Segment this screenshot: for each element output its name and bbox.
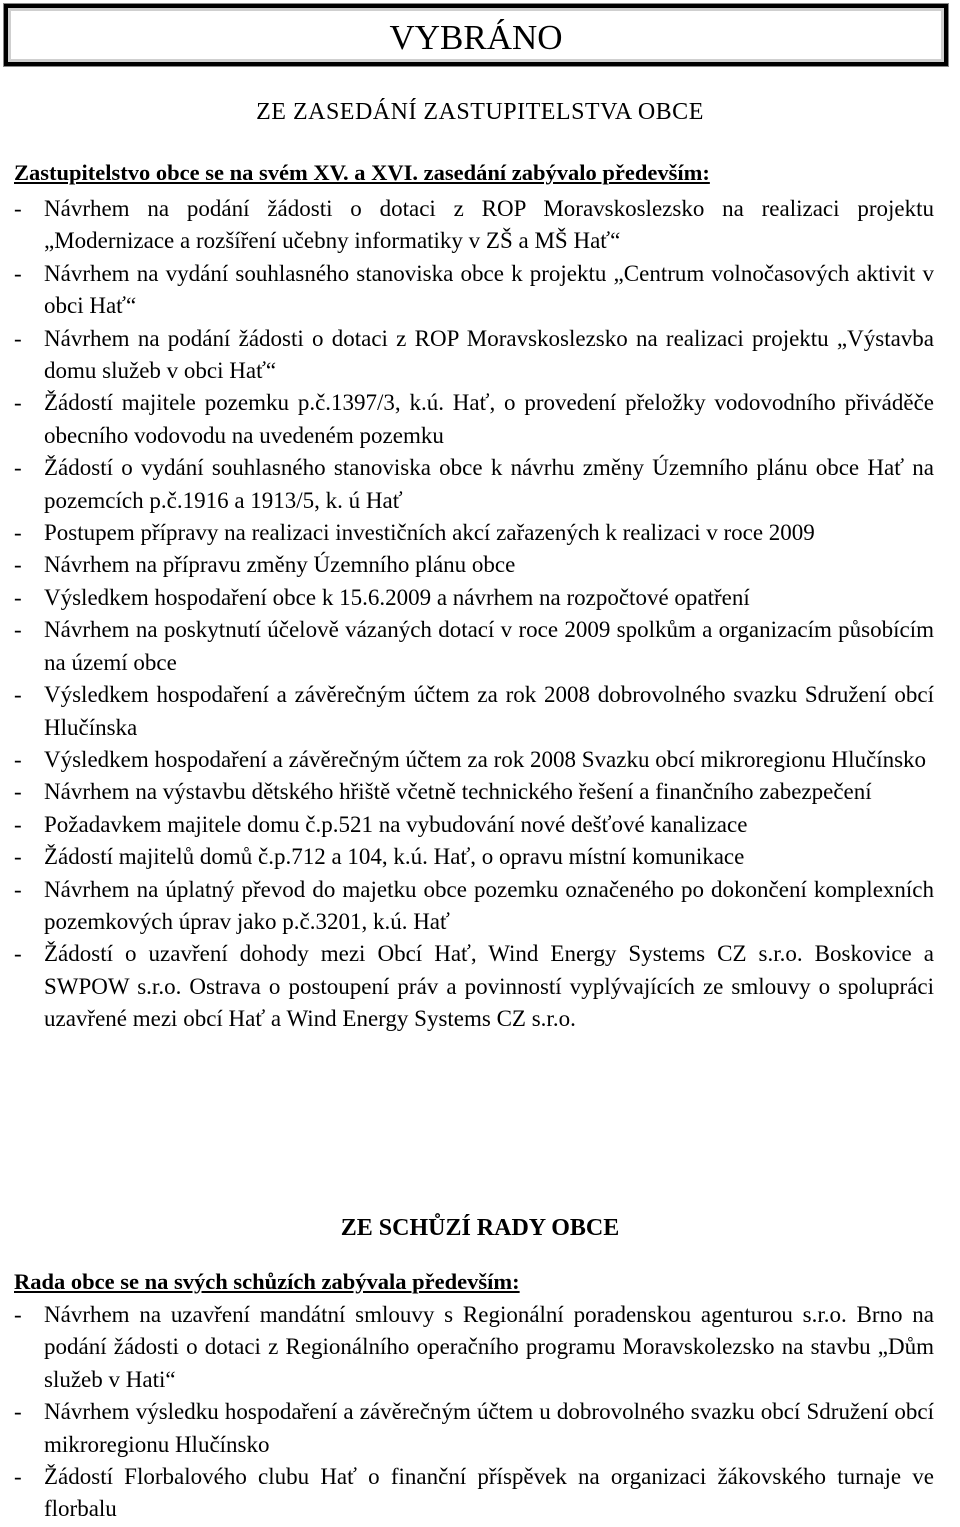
list-item — [14, 841, 934, 873]
list-item-text: Výsledkem hospodaření obce k 15.6.2009 a návrhem na rozpočtové opatření — [44, 584, 750, 610]
list-item-text: Výsledkem hospodaření a závěrečným účtem za rok 2008 Svazku obcí mikroregionu Hlučínsko — [44, 746, 927, 772]
bullet-dash: - — [14, 260, 22, 286]
list-item — [14, 1461, 934, 1526]
list-item — [14, 776, 934, 808]
list-item-text: Výsledkem hospodaření a závěrečným účtem za rok 2008 dobrovolného svazku Sdružení obcí Hlučínska — [44, 682, 934, 740]
list-item — [14, 582, 934, 614]
council-items-list — [14, 193, 934, 1036]
list-item — [14, 517, 934, 549]
bullet-dash: - — [14, 844, 22, 870]
list-item — [14, 679, 934, 744]
banner-title: VYBRÁNO — [389, 18, 563, 57]
bullet-dash: - — [14, 520, 22, 546]
list-item — [14, 387, 934, 452]
list-item-text: Návrhem na výstavbu dětského hřiště včetně technického řešení a finančního zabezpečení — [44, 779, 872, 805]
board-heading: ZE SCHŮZÍ RADY OBCE — [340, 1215, 620, 1241]
list-item-text: Návrhem na úplatný převod do majetku obce pozemku označeného po dokončení komplexních pozemkových úprav jako p.č.3201, k.ú. Hať — [44, 876, 934, 934]
list-item-text: Návrhem na poskytnutí účelově vázaných dotací v roce 2009 spolkům a organizacím působícím na území obce — [44, 617, 934, 675]
bullet-dash: - — [14, 325, 22, 351]
list-item — [14, 874, 934, 939]
list-item — [14, 258, 934, 323]
list-item-text: Návrhem výsledku hospodaření a závěrečným účtem u dobrovolného svazku obcí Sdružení obcí mikroregionu Hlučínsko — [44, 1399, 934, 1457]
bullet-dash: - — [14, 1302, 22, 1327]
list-item-text: Žádostí majitelů domů č.p.712 a 104, k.ú. Hať, o opravu místní komunikace — [44, 844, 745, 870]
bullet-dash: - — [14, 811, 22, 837]
list-item — [14, 452, 934, 517]
list-item — [14, 193, 934, 258]
council-heading: ZE ZASEDÁNÍ ZASTUPITELSTVA OBCE — [256, 99, 704, 125]
bullet-dash: - — [14, 682, 22, 708]
bullet-dash: - — [14, 941, 22, 967]
council-intro: Zastupitelstvo obce se na svém XV. a XVI. zasedání zabývalo především: — [14, 160, 710, 185]
bullet-dash: - — [14, 552, 22, 578]
banner-box — [4, 4, 948, 66]
list-item-text: Požadavkem majitele domu č.p.521 na vybudování nové dešťové kanalizace — [44, 811, 748, 837]
bullet-dash: - — [14, 779, 22, 805]
list-item-text: Návrhem na vydání souhlasného stanoviska obce k projektu „Centrum volnočasových aktivit v obci Hať“ — [44, 260, 934, 319]
board-items-list — [14, 1299, 934, 1526]
list-item-text: Návrhem na uzavření mandátní smlouvy s Regionální poradenskou agenturou s.r.o. Brno na podání žádosti o dotaci z Regionálního operačního programu Moravskolezsko na stavbu „Dům služeb v Hati“ — [44, 1302, 934, 1392]
bullet-dash: - — [14, 455, 22, 481]
list-item — [14, 1299, 934, 1396]
list-item-text: Žádostí Florbalového clubu Hať o finanční příspěvek na organizaci žákovského turnaje ve florbalu — [44, 1464, 934, 1522]
bullet-dash: - — [14, 1399, 22, 1425]
list-item — [14, 1396, 934, 1461]
list-item — [14, 809, 934, 841]
list-item — [14, 323, 934, 388]
list-item-text: Návrhem na podání žádosti o dotaci z ROP Moravskoslezsko na realizaci projektu „Výstavba domu služeb v obci Hať“ — [44, 325, 934, 384]
list-item — [14, 549, 934, 581]
bullet-dash: - — [14, 1464, 22, 1490]
list-item-text: Žádostí majitele pozemku p.č.1397/3, k.ú. Hať, o provedení přeložky vodovodního přiváděče obecního vodovodu na uvedeném pozemku — [44, 390, 934, 448]
bullet-dash: - — [14, 584, 22, 610]
bullet-dash: - — [14, 390, 22, 416]
list-item-text: Návrhem na podání žádosti o dotaci z ROP Moravskoslezsko na realizaci projektu „Modernizace a rozšíření učebny informatiky v ZŠ a MŠ Hať“ — [44, 196, 934, 254]
list-item-text: Postupem přípravy na realizaci investičních akcí zařazených k realizaci v roce 2009 — [44, 520, 815, 546]
list-item-text: Návrhem na přípravu změny Územního plánu obce — [44, 552, 516, 578]
bullet-dash: - — [14, 876, 22, 902]
list-item-text: Žádostí o vydání souhlasného stanoviska obce k návrhu změny Územního plánu obce Hať na pozemcích p.č.1916 a 1913/5, k. ú Hať — [44, 455, 934, 513]
bullet-dash: - — [14, 746, 22, 772]
list-item — [14, 744, 934, 776]
list-item — [14, 938, 934, 1035]
bullet-dash: - — [14, 196, 22, 221]
list-item-text: Žádostí o uzavření dohody mezi Obcí Hať, Wind Energy Systems CZ s.r.o. Boskovice a SWPOW s.r.o. Ostrava o postoupení práv a povinností vyplývajících ze smlouvy o spolupráci uzavřené mezi obcí Hať a Wind Energy Systems CZ s.r.o. — [44, 941, 934, 1032]
bullet-dash: - — [14, 617, 22, 643]
board-intro: Rada obce se na svých schůzích zabývala především: — [14, 1269, 520, 1294]
list-item — [14, 614, 934, 679]
